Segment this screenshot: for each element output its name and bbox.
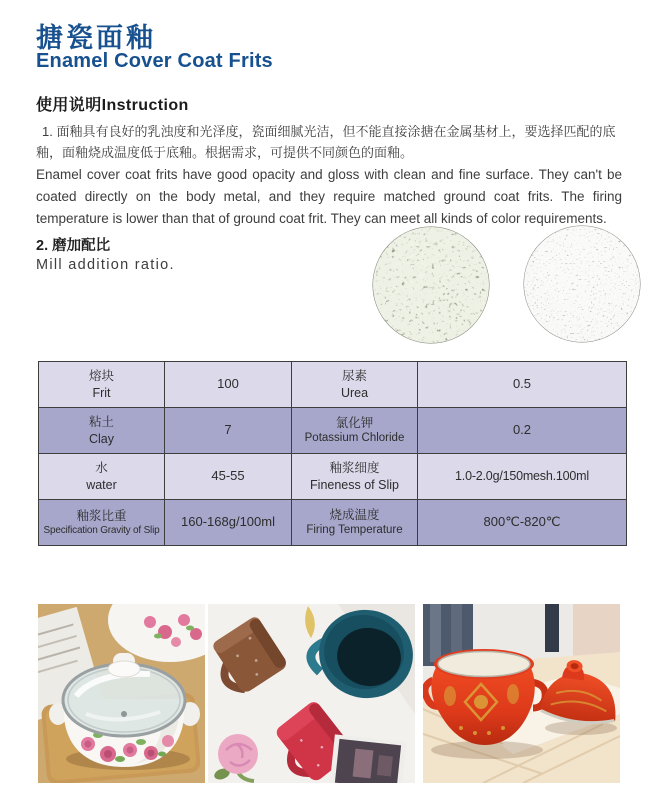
frit-label-en: Frit [92,385,111,400]
enamel-mugs-illustration [208,604,415,783]
milled-powder-photo [523,225,641,343]
mill-ratio-heading-zh: 2. 磨加配比 [36,238,111,254]
cell-urea-label [292,362,418,408]
cell-water-label [39,454,165,500]
water-label-zh: 水 [95,461,108,476]
page-title-zh: 搪瓷面釉 [36,23,156,53]
cell-frit-label [39,362,165,408]
cell-potassium-chloride-value: 0.2 [418,408,627,454]
cell-clay-value: 7 [165,408,292,454]
mill-ratio-heading-en: Mill addition ratio. [36,257,175,273]
cell-urea-value: 0.5 [418,362,627,408]
specific-gravity-label-en: Specification Gravity of Slip [43,525,160,537]
fineness-label-en: Fineness of Slip [310,477,399,492]
cell-firing-temperature-label [292,500,418,546]
fineness-label-zh: 釉浆细度 [329,461,380,476]
cell-specific-gravity-value: 160-168g/100ml [165,500,292,546]
potassium-chloride-label-en: Potassium Chloride [304,432,405,445]
table-row [39,454,627,500]
chair-back [545,604,559,652]
clay-label-zh: 粘土 [88,415,114,430]
photo-print [329,734,406,783]
cell-fineness-value: 1.0-2.0g/150mesh.100ml [418,454,627,500]
enamel-mugs-photo [208,604,415,783]
specific-gravity-label-zh: 釉浆比重 [76,508,127,523]
clay-label-en: Clay [88,431,114,446]
table-row [39,500,627,546]
table-row [39,362,627,408]
white-floral-enamel-pot-illustration [38,604,205,783]
cell-clay-label [39,408,165,454]
urea-label-zh: 尿素 [341,369,367,384]
frit-granules-image [372,226,490,344]
table-row [39,408,627,454]
instruction-heading: 使用说明Instruction [36,97,189,114]
red-enamel-pot-illustration [423,604,620,783]
urea-label-en: Urea [340,385,369,400]
milled-powder-image [523,225,641,343]
page-title-en: Enamel Cover Coat Frits [36,50,273,72]
firing-temperature-label-zh: 烧成温度 [329,507,380,522]
cell-firing-temperature-value: 800℃-820℃ [418,500,627,546]
cell-frit-value: 100 [165,362,292,408]
mill-addition-table [38,361,627,546]
instruction-paragraph-zh: 1. 面釉具有良好的乳浊度和光泽度，瓷面细腻光洁，但不能直接涂搪在金属基材上，要选择匹配的底釉，面釉烧成温度低于底釉。根据需求，可提供不同颜色的面釉。 [36,124,616,160]
potassium-chloride-label-zh: 氯化钾 [335,415,374,430]
frit-granules-photo [372,226,490,344]
cell-specific-gravity-label [39,500,165,546]
firing-temperature-label-en: Firing Temperature [306,524,403,537]
red-enamel-pot-photo [423,604,620,783]
water-label-en: water [86,477,117,492]
instruction-paragraph-en: Enamel cover coat frits have good opacity and gloss with clean and fine surface. They can't be coated directly on the body metal, and they require matched ground coat frits. The firing temperature is lower than that of ground coat frit. They can meet all kinds of color requirements. [36,167,622,226]
cell-water-value: 45-55 [165,454,292,500]
cell-fineness-label [292,454,418,500]
white-floral-enamel-pot-photo [38,604,205,783]
frit-label-zh: 熔块 [88,369,114,384]
cell-potassium-chloride-label [292,408,418,454]
